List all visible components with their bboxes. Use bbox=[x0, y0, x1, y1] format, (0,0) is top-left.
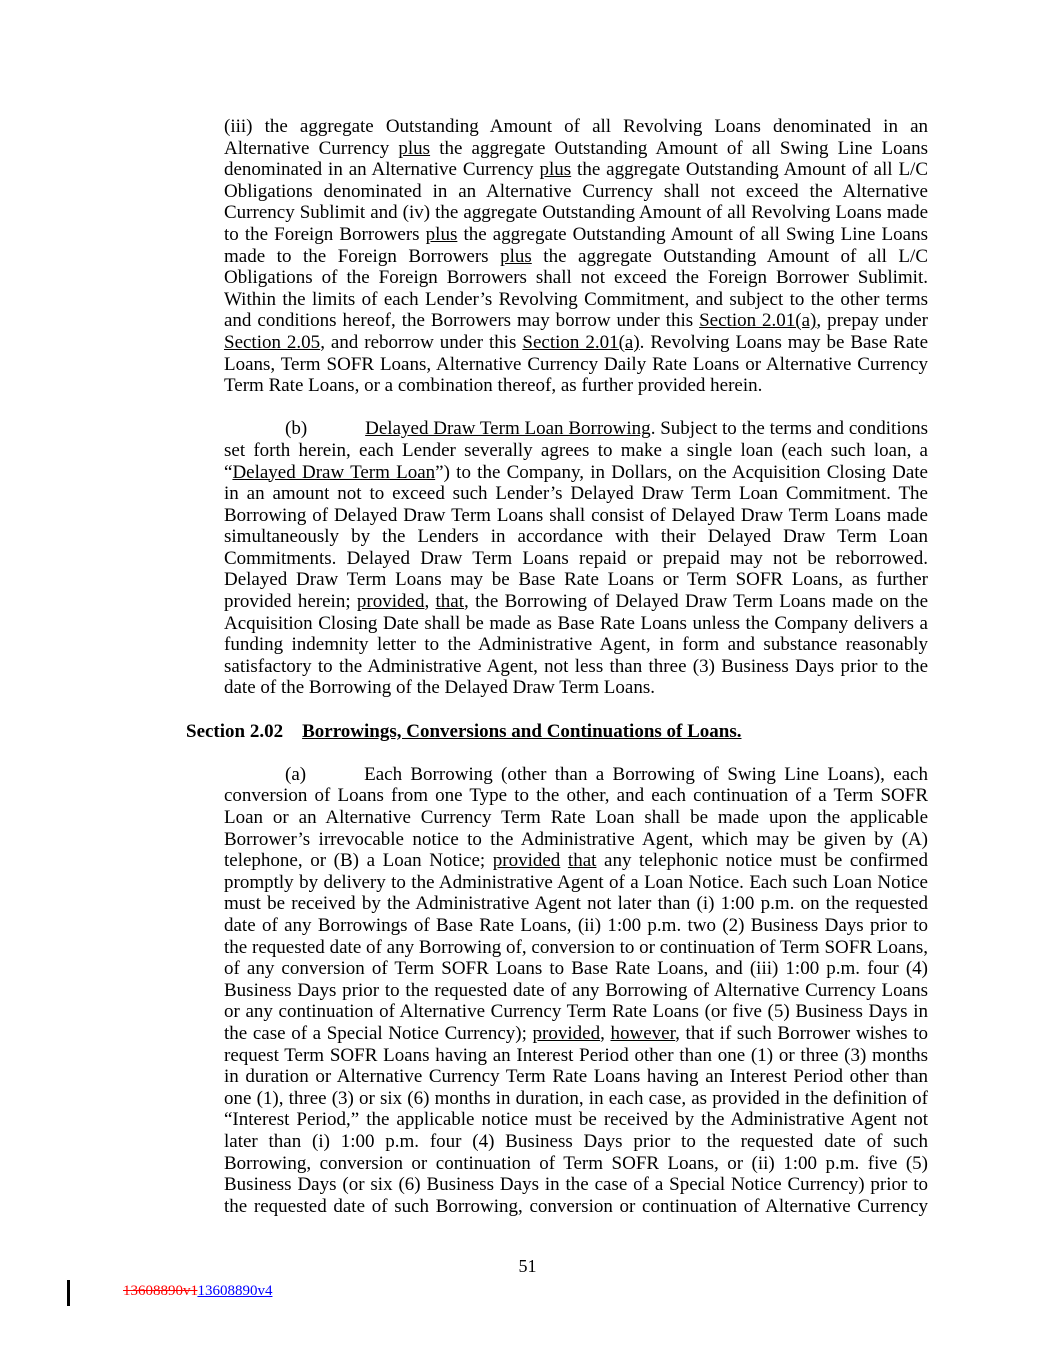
page-number: 51 bbox=[518, 1256, 537, 1276]
paragraph-a-text: Each Borrowing (other than a Borrowing of Swing Line Loans), each conversion of Loans from one Type to the other, and each continuation of a Term SOFR Loan or an Alternative Currency Term Rate Loan shall be made upon the applicable Borrower’s irrevocable notice to the Administrative Agent, which may be given by (A) telephone, or (B) a Loan Notice; provided that any telephonic notice must be confirmed promptly by delivery to the Administrative Agent of a Loan Notice. Each such Loan Notice must be received by the Administrative Agent not later than (i) 1:00 p.m. on the requested date of any Borrowings of Base Rate Loans, (ii) 1:00 p.m. two (2) Business Days prior to the requested date of any Borrowing of, conversion to or continuation of Term SOFR Loans, of any conversion of Term SOFR Loans to Base Rate Loans, and (iii) 1:00 p.m. four (4) Business Days prior to the requested date of any Borrowing of Alternative Currency Loans or any continuation of Alternative Currency Term Rate Loans (or five (5) Business Days in the case of a Special Notice Currency); provided, however, that if such Borrower wishes to request Term SOFR Loans having an Interest Period other than one (1) or three (3) months in duration or Alternative Currency Term Rate Loans having an Interest Period other than one (1), three (3) or six (6) months in duration, in each case, as provided in the definition of “Interest Period,” the applicable notice must be received by the Administrative Agent not later than (i) 1:00 p.m. four (4) Business Days prior to the requested date of such Borrowing, conversion or continuation of Term SOFR Loans, or (ii) 1:00 p.m. five (5) Business Days (or six (6) Business Days in the case of a Special Notice Currency) prior to the requested date of such Borrowing, conversion or continuation of Alternative Currency bbox=[224, 763, 929, 1217]
document-id-footer bbox=[123, 1282, 272, 1300]
paragraph-iii-text: (iii) the aggregate Outstanding Amount of all Revolving Loans denominated in an Alternative Currency plus the aggregate Outstanding Amount of all Swing Line Loans denominated in an Alternative Currency plus the aggregate Outstanding Amount of all L/C Obligations denominated in an Alternative Currency shall not exceed the Alternative Currency Sublimit and (iv) the aggregate Outstanding Amount of all Revolving Loans made to the Foreign Borrowers plus the aggregate Outstanding Amount of all Swing Line Loans made to the Foreign Borrowers plus the aggregate Outstanding Amount of all L/C Obligations of the Foreign Borrowers shall not exceed the Foreign Borrower Sublimit. Within the limits of each Lender’s Revolving Commitment, and subject to the other terms and conditions hereof, the Borrowers may borrow under this Section 2.01(a), prepay under Section 2.05, and reborrow under this Section 2.01(a). Revolving Loans may be Base Rate Loans, Term SOFR Loans, Alternative Currency Daily Rate Loans or Alternative Currency Term Rate Loans, or a combination thereof, as further provided herein. bbox=[224, 116, 929, 397]
revision-change-bar bbox=[67, 1280, 70, 1306]
doc-id-deleted: 13608890v1 bbox=[123, 1283, 198, 1299]
paragraph-iii bbox=[224, 116, 928, 397]
doc-id-inserted: 13608890v4 bbox=[197, 1283, 273, 1299]
paragraph-a bbox=[224, 764, 928, 1217]
paragraph-b bbox=[224, 418, 928, 699]
document-body bbox=[186, 116, 929, 1239]
section-heading bbox=[186, 721, 928, 743]
paragraph-b-label: (b) bbox=[285, 418, 308, 440]
section-title: Borrowings, Conversions and Continuations of Loans. bbox=[302, 720, 742, 742]
paragraph-b-text: Delayed Draw Term Loan Borrowing. Subject to the terms and conditions set forth herein, each Lender severally agrees to make a single loan (each such loan, a “Delayed Draw Term Loan”) to the Company, in Dollars, on the Acquisition Closing Date in an amount not to exceed such Lender’s Delayed Draw Term Loan Commitment. The Borrowing of Delayed Draw Term Loans shall consist of Delayed Draw Term Loans made simultaneously by the Lenders in accordance with their Delayed Draw Term Loan Commitments. Delayed Draw Term Loans repaid or prepaid may not be reborrowed. Delayed Draw Term Loans may be Base Rate Loans or Term SOFR Loans, as further provided herein; provided, that, the Borrowing of Delayed Draw Term Loans made on the Acquisition Closing Date shall be made as Base Rate Loans unless the Company delivers a funding indemnity letter to the Administrative Agent, in form and substance reasonably satisfactory to the Administrative Agent, not less than three (3) Business Days prior to the date of the Borrowing of the Delayed Draw Term Loans. bbox=[224, 418, 929, 699]
section-number: Section 2.02 bbox=[186, 720, 284, 742]
paragraph-a-label: (a) bbox=[285, 763, 307, 785]
